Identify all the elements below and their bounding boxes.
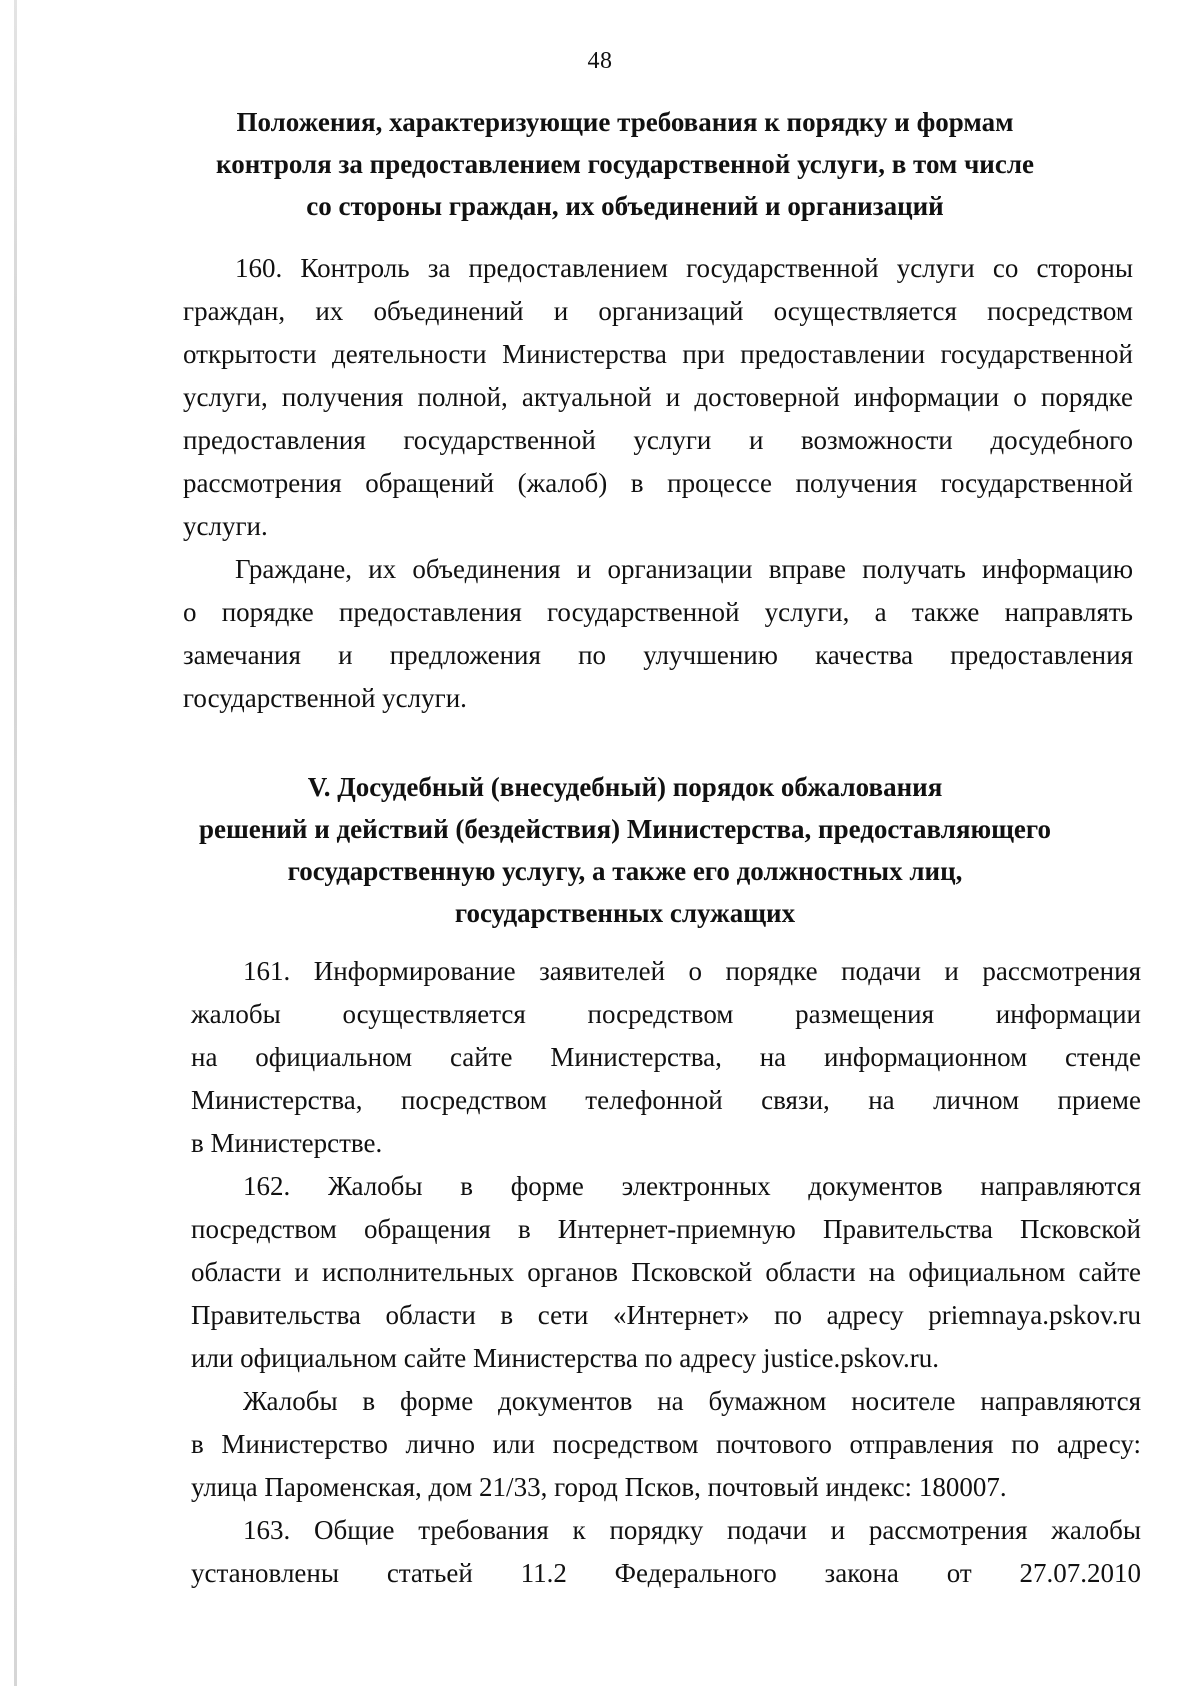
text-line: Жалобы в форме документов на бумажном носителе направляются	[243, 1386, 1141, 1416]
paragraph-paper-complaints	[191, 1380, 1141, 1509]
section-v-body	[191, 950, 1141, 1595]
text-line: 161. Информирование заявителей о порядке подачи и рассмотрения	[243, 956, 1141, 986]
page-number: 48	[587, 48, 613, 74]
text-line: о порядке предоставления государственной услуги, а также направлять	[183, 597, 1133, 627]
text-line: установлены статьей 11.2 Федерального закона от 27.07.2010	[191, 1558, 1141, 1588]
text-line: на официальном сайте Министерства, на информационном стенде	[191, 1042, 1141, 1072]
text-line: посредством обращения в Интернет-приемную Правительства Псковской	[191, 1214, 1141, 1244]
text-line: 163. Общие требования к порядку подачи и рассмотрения жалобы	[243, 1515, 1141, 1545]
text-line: или официальном сайте Министерства по адресу justice.pskov.ru.	[191, 1343, 939, 1373]
text-line: рассмотрения обращений (жалоб) в процессе получения государственной	[183, 468, 1133, 498]
section-control-body	[183, 247, 1133, 720]
heading-line: V. Досудебный (внесудебный) порядок обжалования	[307, 772, 943, 802]
text-line: области и исполнительных органов Псковской области на официальном сайте	[191, 1257, 1141, 1287]
text-line: граждан, их объединений и организаций осуществляется посредством	[183, 296, 1133, 326]
text-line: услуги, получения полной, актуальной и достоверной информации о порядке	[183, 382, 1133, 412]
section-heading-v	[150, 766, 1100, 934]
paragraph-160	[183, 247, 1133, 548]
heading-line: контроля за предоставлением государственной услуги, в том числе	[216, 149, 1034, 179]
text-line: замечания и предложения по улучшению качества предоставления	[183, 640, 1133, 670]
heading-line: государственную услугу, а также его должностных лиц,	[287, 856, 963, 886]
text-line: жалобы осуществляется посредством размещения информации	[191, 999, 1141, 1029]
heading-line: Положения, характеризующие требования к порядку и формам	[236, 107, 1014, 137]
text-line: в Министерство лично или посредством почтового отправления по адресу:	[191, 1429, 1141, 1459]
text-line: открытости деятельности Министерства при предоставлении государственной	[183, 339, 1133, 369]
paragraph-162	[191, 1165, 1141, 1380]
paragraph-161	[191, 950, 1141, 1165]
text-line: предоставления государственной услуги и возможности досудебного	[183, 425, 1133, 455]
text-line: 162. Жалобы в форме электронных документов направляются	[243, 1171, 1141, 1201]
text-line: улица Пароменская, дом 21/33, город Псков, почтовый индекс: 180007.	[191, 1472, 1007, 1502]
heading-line: решений и действий (бездействия) Министерства, предоставляющего	[199, 814, 1051, 844]
heading-line: государственных служащих	[454, 898, 796, 928]
paragraph-163	[191, 1509, 1141, 1595]
heading-line: со стороны граждан, их объединений и организаций	[306, 191, 944, 221]
text-line: Граждане, их объединения и организации вправе получать информацию	[235, 554, 1133, 584]
text-line: в Министерстве.	[191, 1128, 383, 1158]
text-line: государственной услуги.	[183, 683, 467, 713]
text-line: 160. Контроль за предоставлением государственной услуги со стороны	[235, 253, 1133, 283]
scan-edge-shadow	[14, 0, 17, 1686]
section-heading-control	[150, 101, 1100, 227]
paragraph-citizens	[183, 548, 1133, 720]
text-line: услуги.	[183, 511, 268, 541]
text-line: Министерства, посредством телефонной связи, на личном приеме	[191, 1085, 1141, 1115]
text-line: Правительства области в сети «Интернет» по адресу priemnaya.pskov.ru	[191, 1300, 1141, 1330]
